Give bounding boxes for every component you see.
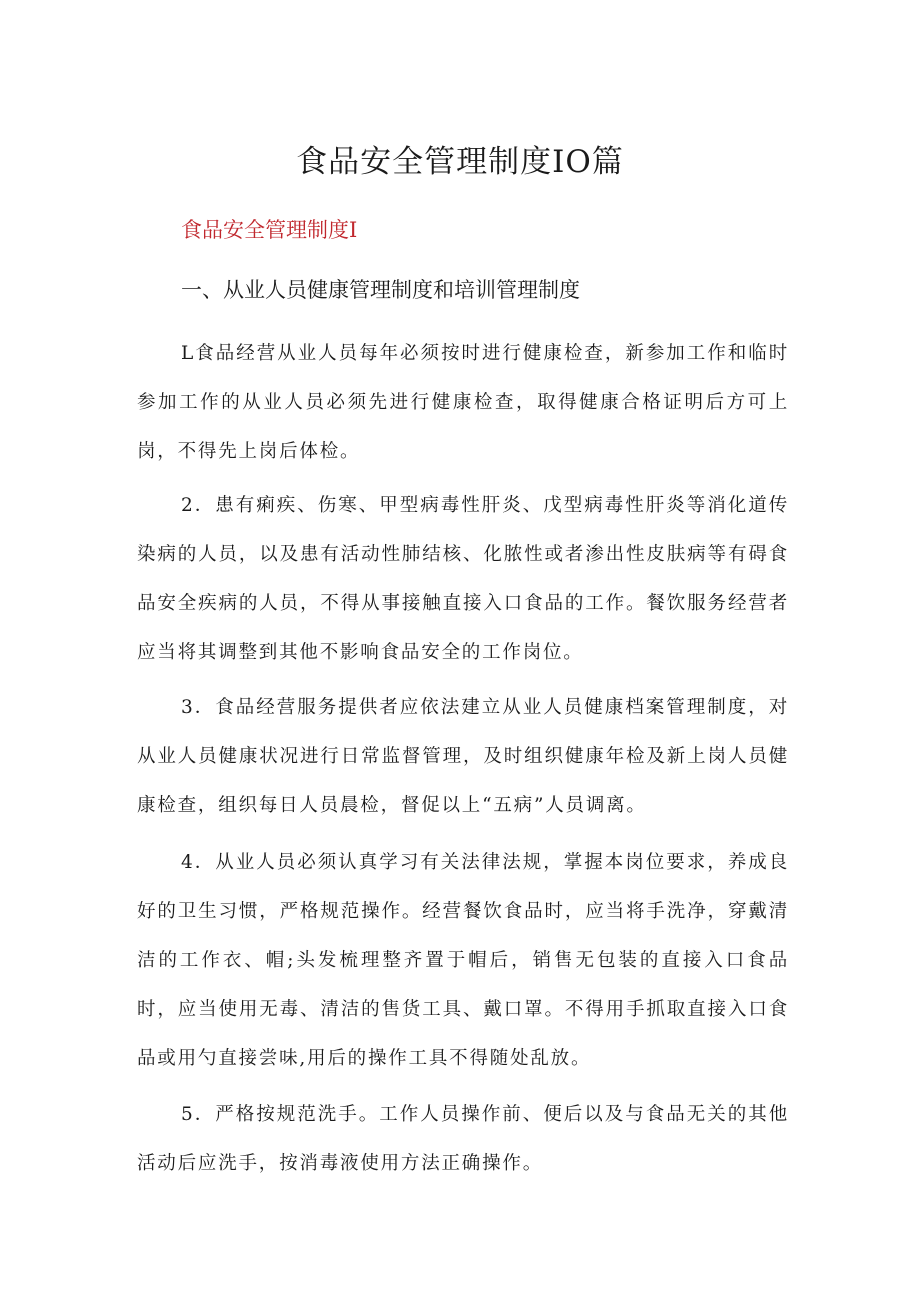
paragraph-3: 3．食品经营服务提供者应依法建立从业人员健康档案管理制度，对从业人员健康状况进行日常监督管理，及时组织健康年检及新上岗人员健康检查，组织每日人员晨检，督促以上“五病”人员调离。 [137,697,789,816]
subheading: 一、从业人员健康管理制度和培训管理制度 [181,278,580,302]
paragraph-4: 4．从业人员必须认真学习有关法律法规，掌握本岗位要求，养成良好的卫生习惯，严格规范操作。经营餐饮食品时，应当将手洗净，穿戴清洁的工作衣、帽;头发梳理整齐置于帽后，销售无包装的直接入口食品时，应当使用无毒、清洁的售货工具、戴口罩。不得用手抓取直接入口食品或用勺直接尝味,用后的操作工具不得随处乱放。 [137,852,789,1069]
paragraph-5: 5．严格按规范洗手。工作人员操作前、便后以及与食品无关的其他活动后应洗手，按消毒液使用方法正确操作。 [137,1104,789,1174]
section-title: 食品安全管理制度I [181,218,358,242]
document-title: 食品安全管理制度IO篇 [296,144,624,180]
paragraph-2: 2．患有痢疾、伤寒、甲型病毒性肝炎、戊型病毒性肝炎等消化道传染病的人员，以及患有活动性肺结核、化脓性或者渗出性皮肤病等有碍食品安全疾病的人员，不得从事接触直接入口食品的工作。餐饮服务经营者应当将其调整到其他不影响食品安全的工作岗位。 [137,495,789,663]
paragraph-1: L食品经营从业人员每年必须按时进行健康检查，新参加工作和临时参加工作的从业人员必须先进行健康检查，取得健康合格证明后方可上岗，不得先上岗后体检。 [137,343,789,462]
